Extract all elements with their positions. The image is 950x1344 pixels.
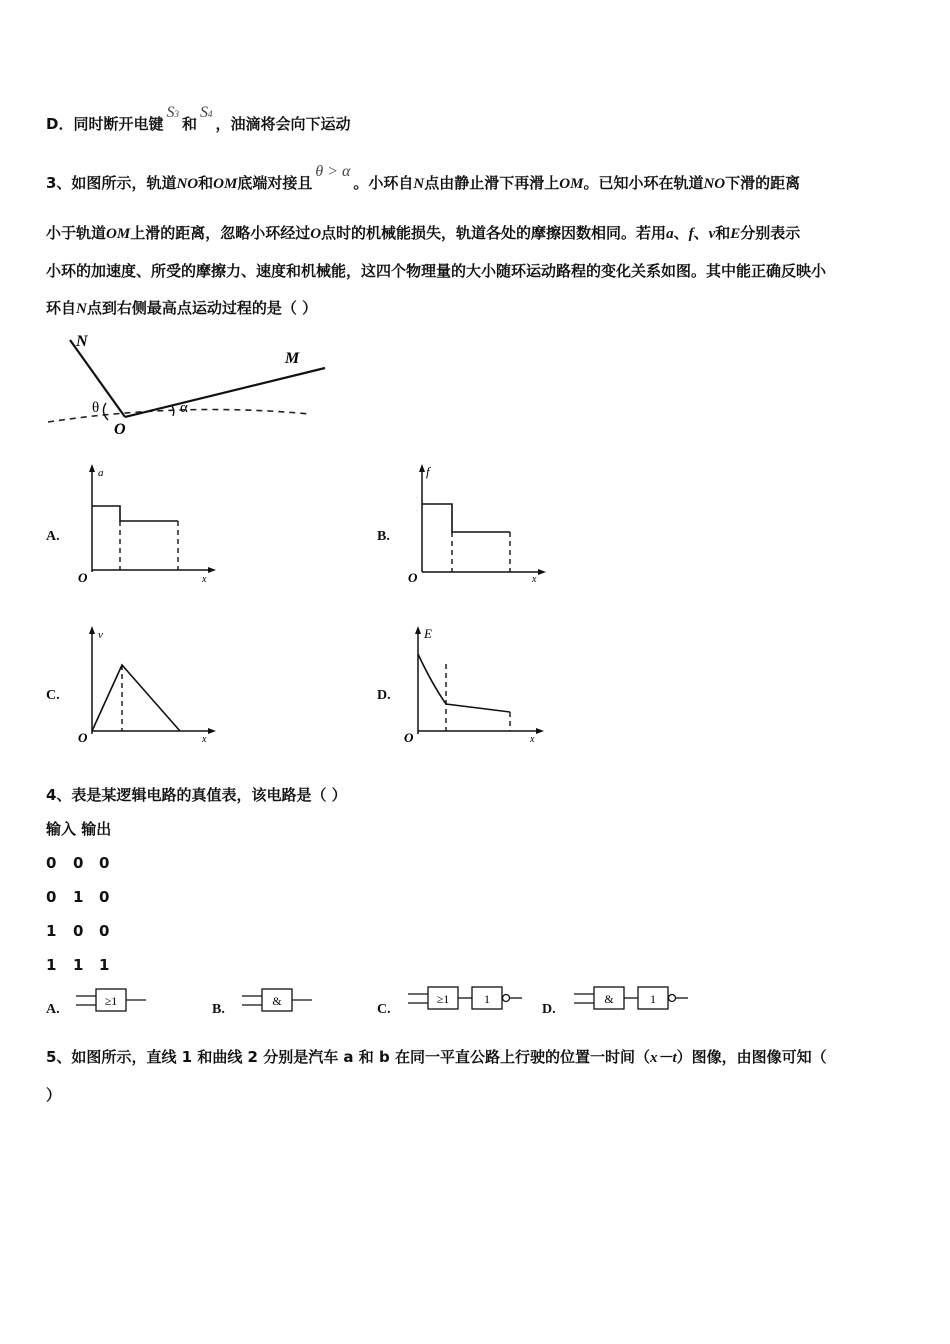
theta-greater-alpha: θ > α [315,163,351,180]
truth-table-row: 1 0 0 [46,922,110,940]
svg-text:O: O [78,730,88,745]
svg-text:x: x [532,574,537,585]
svg-text:1: 1 [650,992,656,1006]
svg-text:≥1: ≥1 [436,992,450,1006]
svg-text:x: x [202,734,207,745]
truth-table-row: 0 0 0 [46,854,110,872]
q5-line-1: 5、如图所示，直线 1 和曲线 2 分别是汽车 a 和 b 在同一平直公路上行驶的位置一时间（x－t）图像，由图像可知（ [46,1048,827,1066]
q3-option-d-label: D. [377,688,391,703]
svg-text:1: 1 [484,992,490,1006]
svg-text:x: x [530,734,535,745]
s3-symbol: S3 [166,104,179,121]
graph-a [74,462,224,587]
nor-gate-diagram [404,984,529,1016]
q2-option-d: D．同时断开电键S3和S4，油滴将会向下运动 [46,104,351,133]
q3-line-1: 3、如图所示，轨道NO和OM底端对接且θ > α。小环自N点由静止滑下再滑上OM。已知小环在轨道NO下滑的距离 [46,163,801,192]
track-diagram [40,330,340,440]
svg-text:f: f [426,464,430,479]
q3-line-4: 环自N点到右侧最高点运动过程的是（ ） [46,299,318,317]
q5-line-2: ） [46,1086,62,1104]
q4-option-a-label: A. [46,1002,60,1017]
svg-text:a: a [98,467,104,479]
label-N: N [76,333,88,350]
svg-text:&: & [272,994,282,1008]
q3-option-a-label: A. [46,529,60,544]
svg-text:v: v [98,629,103,641]
s4-symbol: S4 [199,104,213,121]
svg-text:&: & [604,992,614,1006]
q4-option-d-label: D. [542,1002,556,1017]
graph-b-curve [422,504,510,532]
nand-gate-diagram [570,984,695,1016]
q4-option-b-label: B. [212,1002,225,1017]
label-alpha: α [180,400,188,416]
or-gate-diagram [72,986,152,1018]
graph-d-curve [418,654,510,712]
truth-table-row: 0 1 0 [46,888,110,906]
theta-arc [103,403,108,420]
q4-option-c-label: C. [377,1002,391,1017]
truth-table-row: 1 1 1 [46,956,110,974]
svg-text:E: E [424,626,432,641]
label-theta: θ [92,400,100,416]
label-O: O [114,421,126,438]
graph-d [402,624,552,749]
svg-text:≥1: ≥1 [104,994,118,1008]
svg-text:x: x [202,574,207,585]
graph-c-curve [92,665,180,731]
q3-line-2: 小于轨道OM上滑的距离，忽略小环经过O点时的机械能损失，轨道各处的摩擦因数相同。若用a、f、v和E分别表示 [46,224,801,242]
q4-question: 4、表是某逻辑电路的真值表，该电路是（ ） [46,786,347,804]
q3-option-c-label: C. [46,688,60,703]
ground-dashed-line [48,410,310,423]
and-gate-diagram [238,986,318,1018]
graph-b [404,462,554,587]
graph-c [74,624,224,749]
label-M: M [285,350,300,367]
svg-text:O: O [408,570,418,585]
graph-a-curve [92,506,178,521]
svg-text:O: O [404,730,414,745]
svg-text:O: O [78,570,88,585]
truth-table-header: 输入 输出 [46,820,112,838]
q3-option-b-label: B. [377,529,390,544]
q3-line-3: 小环的加速度、所受的摩擦力、速度和机械能，这四个物理量的大小随环运动路程的变化关系如图。其中能正确反映小 [46,262,827,280]
